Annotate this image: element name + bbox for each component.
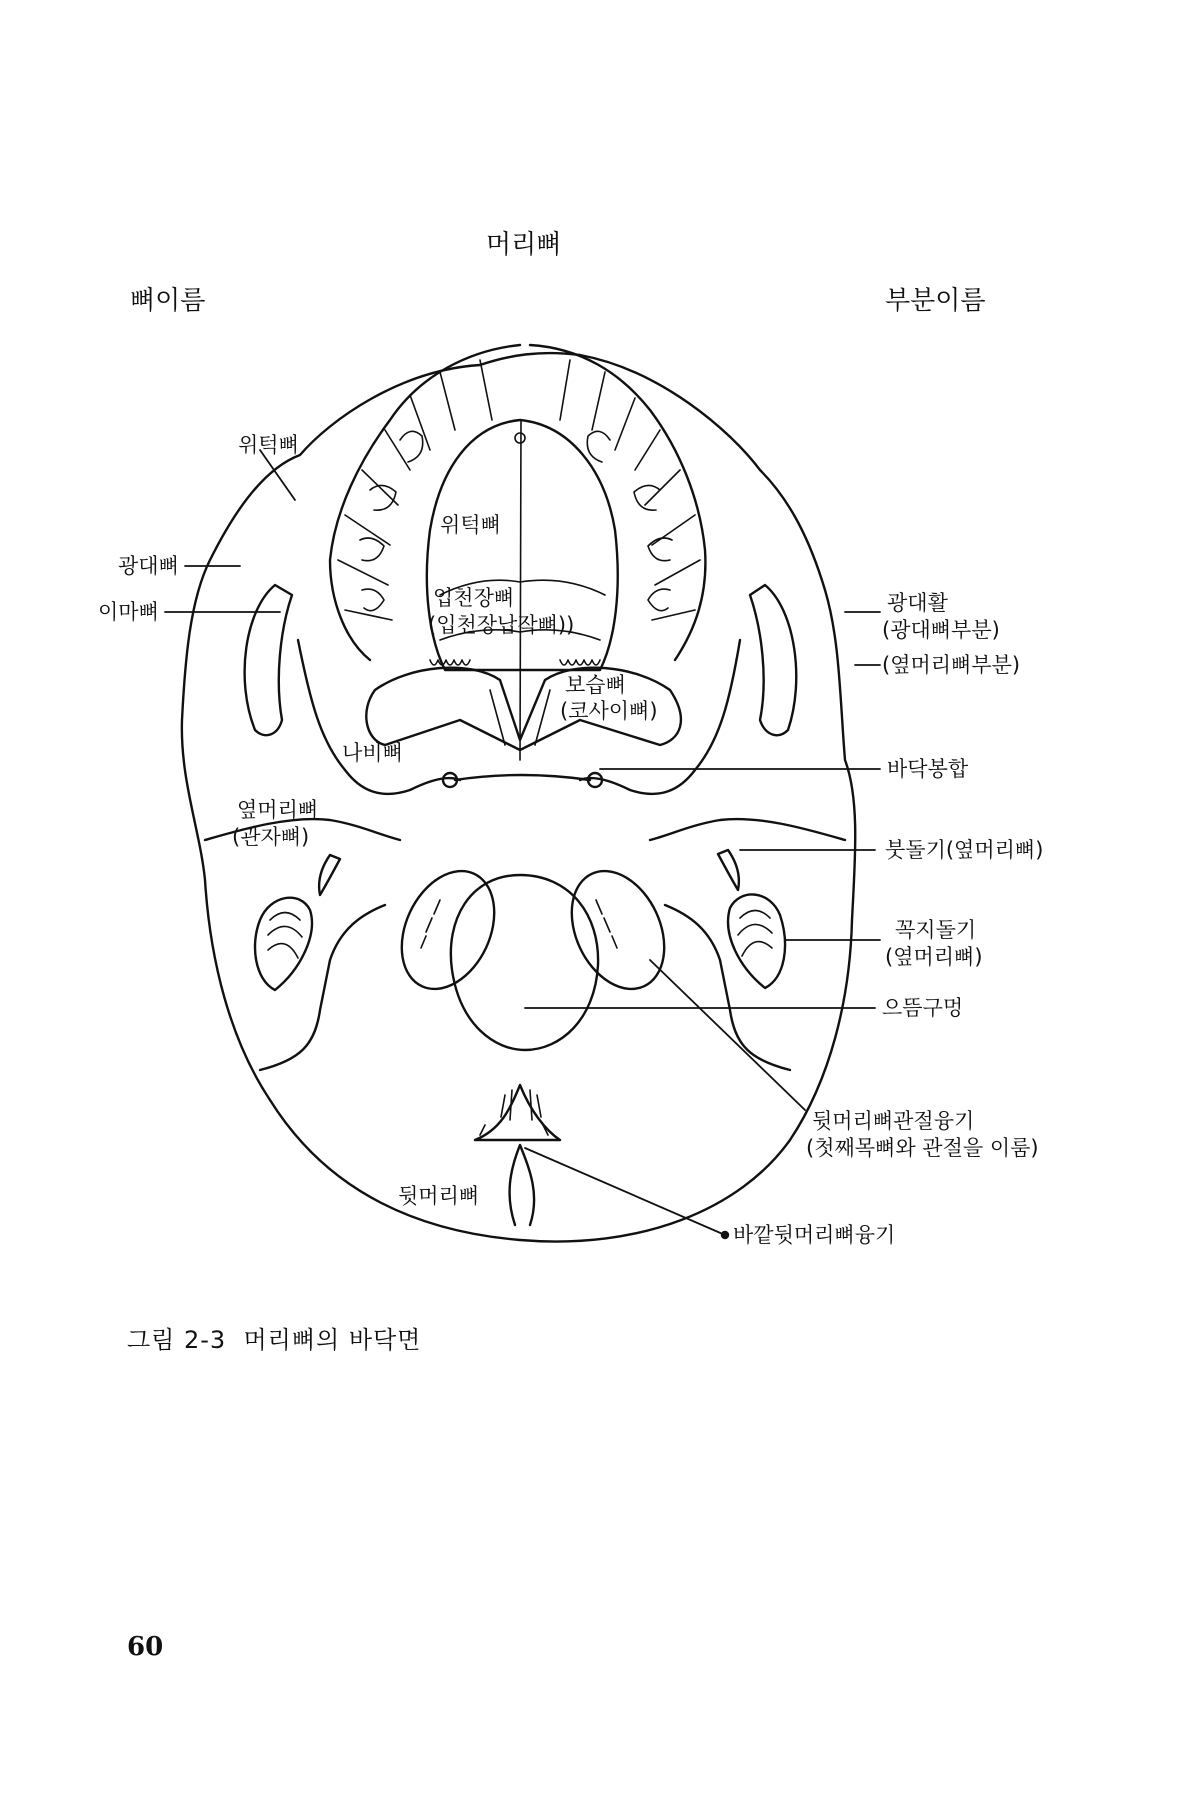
- label-styloid: 붓돌기(옆머리뼈): [885, 838, 1044, 862]
- foramen-magnum: [451, 875, 598, 1050]
- teeth-right: [560, 360, 700, 620]
- zygomatic-arch-right: [750, 585, 796, 735]
- label-palatine-sub: (입천장납작뼈)): [428, 613, 575, 637]
- styloid-left: [319, 855, 340, 895]
- figure-caption: 그림 2-3 머리뼈의 바닥면: [127, 1326, 422, 1354]
- label-mastoid-sub: (옆머리뼈): [885, 945, 983, 969]
- styloid-right: [718, 850, 739, 890]
- label-occipital: 뒷머리뼈: [398, 1184, 480, 1208]
- condyle-right: [554, 856, 683, 1004]
- label-protuberance: 바깥뒷머리뼈융기: [733, 1223, 896, 1247]
- label-zygomatic-arch: 광대활: [887, 591, 948, 615]
- label-vomer-sub: (코사이뼈): [560, 699, 658, 723]
- label-temporal-sub: (관자뼈): [232, 825, 310, 849]
- label-zygomatic: 광대뼈: [118, 554, 179, 578]
- label-frontal: 이마뼈: [98, 600, 159, 624]
- page-number: 60: [127, 1632, 164, 1662]
- label-temporal-part: (옆머리뼈부분): [882, 653, 1021, 677]
- condyle-left: [384, 856, 513, 1004]
- label-maxilla-palate: 위턱뼈: [440, 513, 501, 537]
- label-vomer: 보습뼈: [565, 673, 626, 697]
- column-header-bone-names: 뼈이름: [130, 286, 206, 316]
- label-sphenoid: 나비뼈: [342, 741, 403, 765]
- label-maxilla-outer: 위턱뼈: [238, 433, 299, 457]
- temporal-line-right: [650, 819, 845, 840]
- label-condyle: 뒷머리뼈관절융기: [812, 1109, 975, 1133]
- label-zygomatic-arch-sub: (광대뼈부분): [882, 618, 1000, 642]
- label-foramen-magnum: 으뜸구멍: [882, 996, 964, 1020]
- label-temporal: 옆머리뼈: [237, 798, 319, 822]
- label-palatine: 입천장뼈: [433, 586, 515, 610]
- label-basilar-suture: 바닥봉합: [887, 757, 969, 781]
- label-mastoid: 꼭지돌기: [895, 918, 977, 942]
- column-header-part-names: 부분이름: [885, 286, 986, 316]
- teeth-left: [338, 360, 492, 620]
- diagram-title: 머리뼈: [486, 230, 562, 260]
- zygomatic-arch-left: [245, 585, 292, 735]
- label-condyle-sub: (첫째목뼈와 관절을 이룸): [806, 1136, 1039, 1160]
